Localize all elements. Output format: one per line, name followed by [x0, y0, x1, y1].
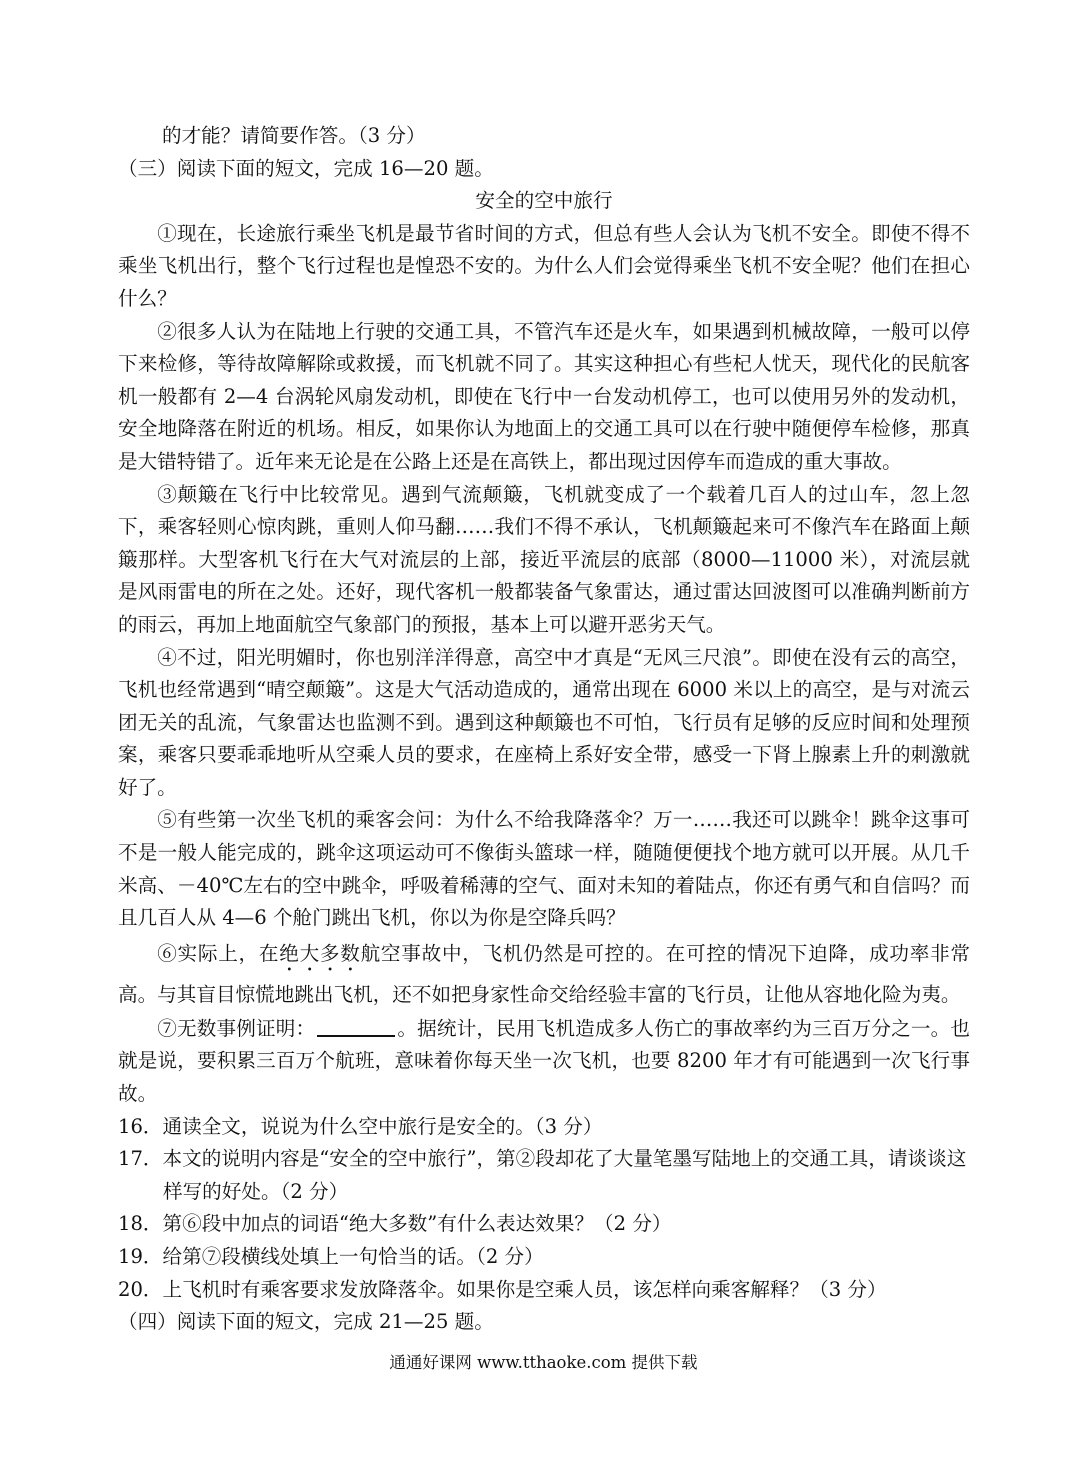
article-paragraph-6 [118, 935, 970, 1013]
article-paragraph-3: ③颠簸在飞行中比较常见。遇到气流颠簸，飞机就变成了一个载着几百人的过山车，忽上忽下，乘客轻则心惊肉跳，重则人仰马翻……我们不得不承认，飞机颠簸起来可不像汽车在路面上颠簸那样。大型客机飞行在大气对流层的上部，接近平流层的底部（8000—11000 米），对流层就是风雨雷电的所在之处。还好，现代客机一般都装备气象雷达，通过雷达回波图可以准确判断前方的雨云，再加上地面航空气象部门的预报，基本上可以避开恶劣天气。 [118, 482, 970, 636]
question-20: 20．上飞机时有乘客要求发放降落伞。如果你是空乘人员，该怎样向乘客解释？（3 分） [118, 1277, 887, 1301]
question-18: 18．第⑥段中加点的词语“绝大多数”有什么表达效果？（2 分） [118, 1212, 672, 1236]
question-19: 19．给第⑦段横线处填上一句恰当的话。（2 分） [118, 1245, 544, 1268]
document-page [118, 120, 970, 1339]
article-paragraph-4: ④不过，阳光明媚时，你也别洋洋得意，高空中才真是“无风三尺浪”。即使在没有云的高空，飞机也经常遇到“晴空颠簸”。这是大气活动造成的，通常出现在 6000 米以上的高空，是与对流云团无关的乱流，气象雷达也监测不到。遇到这种颠簸也不可怕，飞行员有足够的反应时间和处理预案，乘客只要乖乖地听从空乘人员的要求，在座椅上系好安全带，感受一下肾上腺素上升的刺激就好了。 [118, 645, 970, 799]
section-four-heading: （四）阅读下面的短文，完成 21—25 题。 [118, 1310, 494, 1334]
article-paragraph-5: ⑤有些第一次坐飞机的乘客会问：为什么不给我降落伞？万一……我还可以跳伞！跳伞这事可不是一般人能完成的，跳伞这项运动可不像街头篮球一样，随随便便找个地方就可以开展。从几千米高、－40℃左右的空中跳伞，呼吸着稀薄的空气、面对未知的着陆点，你还有勇气和自信吗？而且几百人从 4—6 个舱门跳出飞机，你以为你是空降兵吗？ [118, 808, 970, 930]
paragraph-6-rest: 航空事故中，飞机仍然是可控的。在可控的情况下迫降，成功率非常高。与其盲目惊慌地跳出飞机，还不如把身家性命交给经验丰富的飞行员，让他从容地化险为夷。 [118, 941, 971, 1006]
previous-question-tail: 的才能？请简要作答。（3 分） [162, 124, 426, 147]
page-footer: 通通好课网 www.tthaoke.com 提供下载 [389, 1353, 698, 1372]
article-paragraph-7 [118, 1013, 970, 1111]
dotted-phrase: 绝大多数 [279, 941, 361, 965]
section-three-heading: （三）阅读下面的短文，完成 16—20 题。 [118, 156, 494, 180]
paragraph-6-lead: ⑥实际上，在 [157, 941, 280, 965]
article-paragraph-2: ②很多人认为在陆地上行驶的交通工具，不管汽车还是火车，如果遇到机械故障，一般可以停下来检修，等待故障解除或救援，而飞机就不同了。其实这种担心有些杞人忧天，现代化的民航客机一般都有 2—4 台涡轮风扇发动机，即使在飞行中一台发动机停工，也可以使用另外的发动机，安全地降落在附近的机场。相反，如果你认为地面上的交通工具可以在行驶中随便停车检修，那真是大错特错了。近年来无论是在公路上还是在高铁上，都出现过因停车而造成的重大事故。 [118, 319, 970, 473]
question-16: 16．通读全文，说说为什么空中旅行是安全的。（3 分） [118, 1114, 603, 1138]
article-paragraph-1: ①现在，长途旅行乘坐飞机是最节省时间的方式，但总有些人会认为飞机不安全。即使不得不乘坐飞机出行，整个飞行过程也是惶恐不安的。为什么人们会觉得乘坐飞机不安全呢？他们在担心什么？ [118, 221, 970, 310]
paragraph-7-rest: 。据统计，民用飞机造成多人伤亡的事故率约为三百万分之一。也就是说，要积累三百万个航班，意味着你每天坐一次飞机，也要 8200 年才有可能遇到一次飞行事故。 [118, 1016, 971, 1106]
paragraph-7-lead: ⑦无数事例证明： [157, 1016, 316, 1040]
fill-in-blank [317, 1015, 395, 1037]
article-title: 安全的空中旅行 [475, 189, 613, 213]
question-17: 17．本文的说明内容是“安全的空中旅行”，第②段却花了大量笔墨写陆地上的交通工具，请谈谈这样写的好处。（2 分） [118, 1147, 967, 1203]
